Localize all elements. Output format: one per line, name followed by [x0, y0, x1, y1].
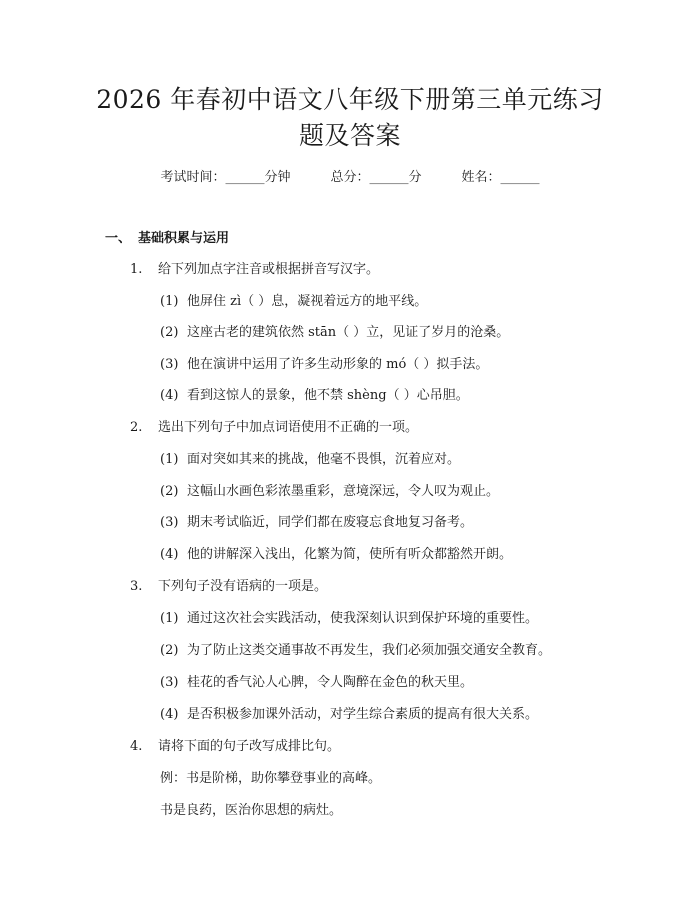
question-1 — [130, 260, 379, 280]
question-4 — [130, 737, 340, 757]
option-number: (1) — [160, 611, 179, 626]
question-1-option-1 — [160, 292, 427, 312]
option-number: (1) — [160, 452, 179, 467]
option-number: (2) — [160, 643, 179, 658]
section-number: 一、 — [105, 231, 132, 246]
question-3-option-1 — [160, 609, 538, 629]
option-text: 为了防止这类交通事故不再发生，我们必须加强交通安全教育。 — [187, 643, 552, 658]
option-text: 这幅山水画色彩浓墨重彩，意境深远，令人叹为观止。 — [187, 484, 500, 499]
option-text: 他屏住 zì（ ）息，凝视着远方的地平线。 — [187, 294, 428, 309]
question-3 — [130, 577, 327, 597]
option-text: 通过这次社会实践活动，使我深刻认识到保护环境的重要性。 — [187, 611, 539, 626]
option-text: 他在演讲中运用了许多生动形象的 mó（ ）拟手法。 — [187, 357, 489, 372]
option-text: 桂花的香气沁人心脾，令人陶醉在金色的秋天里。 — [187, 675, 474, 690]
question-2-option-1 — [160, 450, 460, 470]
question-2-option-3 — [160, 513, 473, 533]
section-title: 基础积累与运用 — [138, 231, 230, 246]
option-number: (4) — [160, 547, 179, 562]
question-stem: 给下列加点字注音或根据拼音写汉字。 — [158, 262, 380, 277]
question-1-option-4 — [160, 386, 469, 406]
option-text: 面对突如其来的挑战，他毫不畏惧，沉着应对。 — [187, 452, 461, 467]
exam-time: 考试时间：______分钟 — [160, 170, 291, 185]
option-number: (4) — [160, 388, 179, 403]
option-text: 这座古老的建筑依然 stān（ ）立，见证了岁月的沧桑。 — [187, 325, 510, 340]
option-number: (3) — [160, 675, 179, 690]
option-number: (4) — [160, 707, 179, 722]
question-number: 2. — [130, 420, 143, 435]
question-3-option-4 — [160, 705, 538, 725]
question-number: 3. — [130, 579, 143, 594]
question-2-option-4 — [160, 545, 512, 565]
question-stem: 选出下列句子中加点词语使用不正确的一项。 — [158, 420, 419, 435]
page-title-line2: 题及答案 — [298, 121, 401, 150]
question-1-option-3 — [160, 355, 488, 375]
question-stem: 请将下面的句子改写成排比句。 — [158, 739, 341, 754]
question-4-example: 例：书是阶梯，助你攀登事业的高峰。 — [160, 771, 382, 786]
option-text: 是否积极参加课外活动，对学生综合素质的提高有很大关系。 — [187, 707, 539, 722]
question-3-option-2 — [160, 641, 551, 661]
question-4-sentence: 书是良药，医治你思想的病灶。 — [160, 803, 343, 818]
exam-score: 总分：______分 — [330, 170, 422, 185]
question-number: 1. — [130, 262, 143, 277]
page-title: 2026 年春初中语文八年级下册第三单元练习 — [96, 85, 604, 114]
question-1-option-2 — [160, 323, 509, 343]
exam-name: 姓名：______ — [461, 170, 540, 185]
option-text: 期末考试临近，同学们都在废寝忘食地复习备考。 — [187, 515, 474, 530]
section-heading — [105, 229, 229, 249]
option-number: (3) — [160, 357, 179, 372]
option-number: (2) — [160, 484, 179, 499]
question-3-option-3 — [160, 673, 473, 693]
question-stem: 下列句子没有语病的一项是。 — [158, 579, 328, 594]
option-number: (1) — [160, 294, 179, 309]
option-text: 看到这惊人的景象，他不禁 shèng（ ）心吊胆。 — [187, 388, 469, 403]
option-number: (3) — [160, 515, 179, 530]
exam-info — [0, 168, 700, 188]
question-number: 4. — [130, 739, 143, 754]
option-text: 他的讲解深入浅出，化繁为简，使所有听众都豁然开朗。 — [187, 547, 513, 562]
question-2-option-2 — [160, 482, 499, 502]
option-number: (2) — [160, 325, 179, 340]
question-2 — [130, 418, 418, 438]
